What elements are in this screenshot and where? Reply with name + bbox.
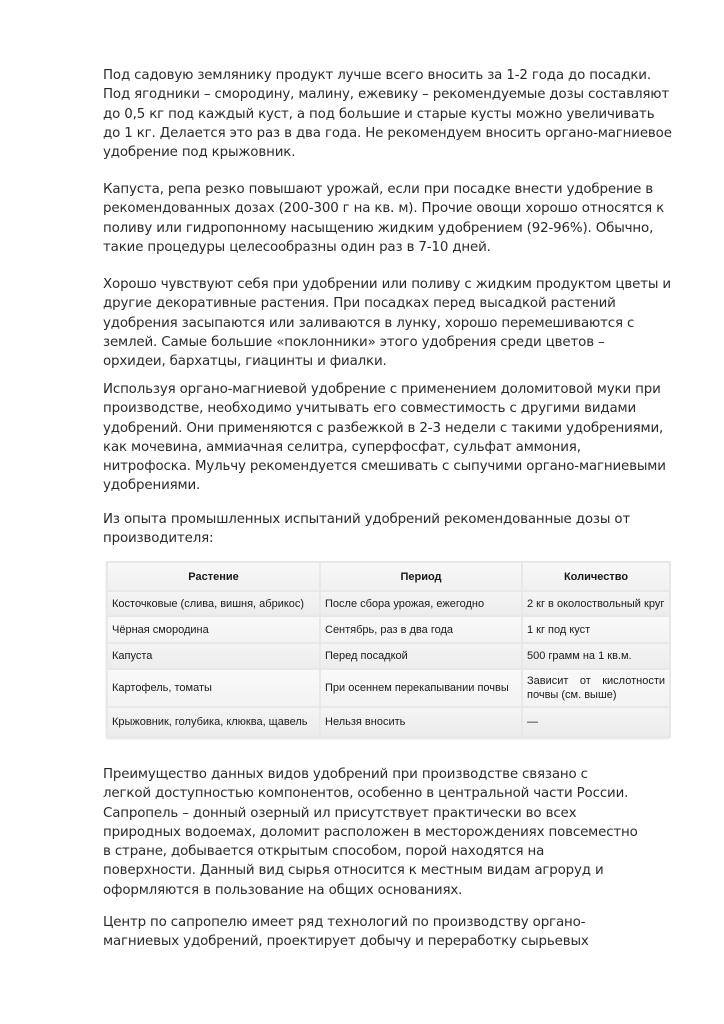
cell-quantity: 1 кг под куст [522, 616, 670, 643]
text-line: другие декоративные растения. При посадках перед высадкой растений [103, 296, 616, 312]
cell-quantity: 2 кг в околоствольный круг [522, 591, 670, 616]
cell-plant: Косточковые (слива, вишня, абрикос) [107, 591, 320, 616]
cell-plant: Крыжовник, голубика, клюква, щавель [107, 707, 320, 737]
table-header-row [107, 562, 670, 591]
text-line: производстве, необходимо учитывать его совместимость с другими видами [103, 401, 637, 417]
text-line: Под садовую землянику продукт лучше всего вносить за 1-2 года до посадки. [103, 68, 651, 83]
text-line: нитрофоска. Мульчу рекомендуется смешивать с сыпучими органо-магниевыми [103, 459, 666, 475]
text-line: поверхности. Данный вид сырья относится к местным видам агроруд и [103, 863, 604, 879]
cell-plant: Картофель, томаты [107, 669, 320, 707]
text-line: Преимущество данных видов удобрений при производстве связано с [103, 767, 588, 782]
cell-plant: Капуста [107, 643, 320, 669]
text-line: до 0,5 кг под каждый куст, а под большие и старые кусты можно увеличивать [103, 106, 655, 122]
table-row [107, 616, 670, 643]
cell-quantity: 500 грамм на 1 кв.м. [522, 643, 670, 669]
text-line: магниевых удобрений, проектирует добычу и переработку сырьевых [103, 934, 589, 950]
paragraph-sapropel-center [103, 913, 673, 952]
text-line: удобрений. Они применяются с разбежкой в 2-3 недели с такими удобрениями, [103, 420, 664, 436]
table-row [107, 591, 670, 616]
header-period: Период [320, 562, 522, 591]
paragraph-flowers [103, 275, 673, 371]
text-line: Хорошо чувствуют себя при удобрении или поливу с жидким продуктом цветы и [103, 277, 671, 292]
cell-period: Сентябрь, раз в два года [320, 616, 522, 643]
cell-period: При осеннем перекапывании почвы [320, 669, 522, 707]
header-quantity: Количество [522, 562, 670, 591]
text-line: Используя органо-магниевой удобрение с применением доломитовой муки при [103, 382, 661, 397]
cell-period: После сбора урожая, ежегодно [320, 591, 522, 616]
text-line: удобрения засыпаются или заливаются в лунку, хорошо перемешиваются с [103, 315, 635, 331]
text-line: поливу или гидропонному насыщению жидким удобрением (92-96%). Обычно, [103, 220, 654, 236]
header-plant: Растение [107, 562, 320, 591]
text-line: удобрениями. [103, 478, 201, 494]
paragraph-table-intro [103, 510, 673, 549]
cell-period: Перед посадкой [320, 643, 522, 669]
paragraph-advantages [103, 765, 673, 900]
cell-quantity: — [522, 707, 670, 737]
table-row [107, 643, 670, 669]
text-line: орхидеи, бархатцы, гиацинты и фиалки. [103, 354, 387, 370]
text-line: землей. Самые большие «поклонники» этого удобрения среди цветов – [103, 334, 605, 350]
text-line: в стране, добывается открытым способом, порой находятся на [103, 844, 545, 860]
text-line: легкой доступностью компонентов, особенно в центральной части России. [103, 786, 629, 802]
text-line: удобрение под крыжовник. [103, 145, 296, 161]
text-line: Капуста, репа резко повышают урожай, если при посадке внести удобрение в [103, 182, 654, 197]
paragraph-cabbage-vegetables [103, 180, 673, 257]
text-line: Сапропель – донный озерный ил присутствует практически во всех [103, 805, 577, 821]
cell-period: Нельзя вносить [320, 707, 522, 737]
text-line: Под ягодники – смородину, малину, ежевику – рекомендуемые дозы составляют [103, 87, 670, 103]
doses-table [106, 561, 671, 738]
paragraph-compatibility [103, 380, 673, 496]
text-line: Центр по сапропелю имеет ряд технологий по производству органо- [103, 915, 586, 930]
text-line: Из опыта промышленных испытаний удобрений рекомендованные дозы от [103, 512, 631, 527]
text-line: оформляются в пользование на общих основаниях. [103, 882, 463, 898]
table-row [107, 707, 670, 737]
doses-table-container [106, 561, 669, 738]
text-line: производителя: [103, 531, 214, 547]
table-row [107, 669, 670, 707]
text-line: как мочевина, аммиачная селитра, суперфосфат, сульфат аммония, [103, 439, 581, 455]
text-line: рекомендованных дозах (200-300 г на кв. м). Прочие овощи хорошо относятся к [103, 201, 665, 217]
text-line: до 1 кг. Делается это раз в два года. Не рекомендуем вносить органо-магниевое [103, 125, 672, 141]
text-line: природных водоемах, доломит расположен в месторождениях повсеместно [103, 824, 638, 840]
text-line: такие процедуры целесообразны один раз в 7-10 дней. [103, 239, 491, 255]
cell-plant: Чёрная смородина [107, 616, 320, 643]
paragraph-strawberry-berries [103, 66, 673, 162]
cell-quantity: Зависит от кислотности почвы (см. выше) [522, 669, 670, 707]
